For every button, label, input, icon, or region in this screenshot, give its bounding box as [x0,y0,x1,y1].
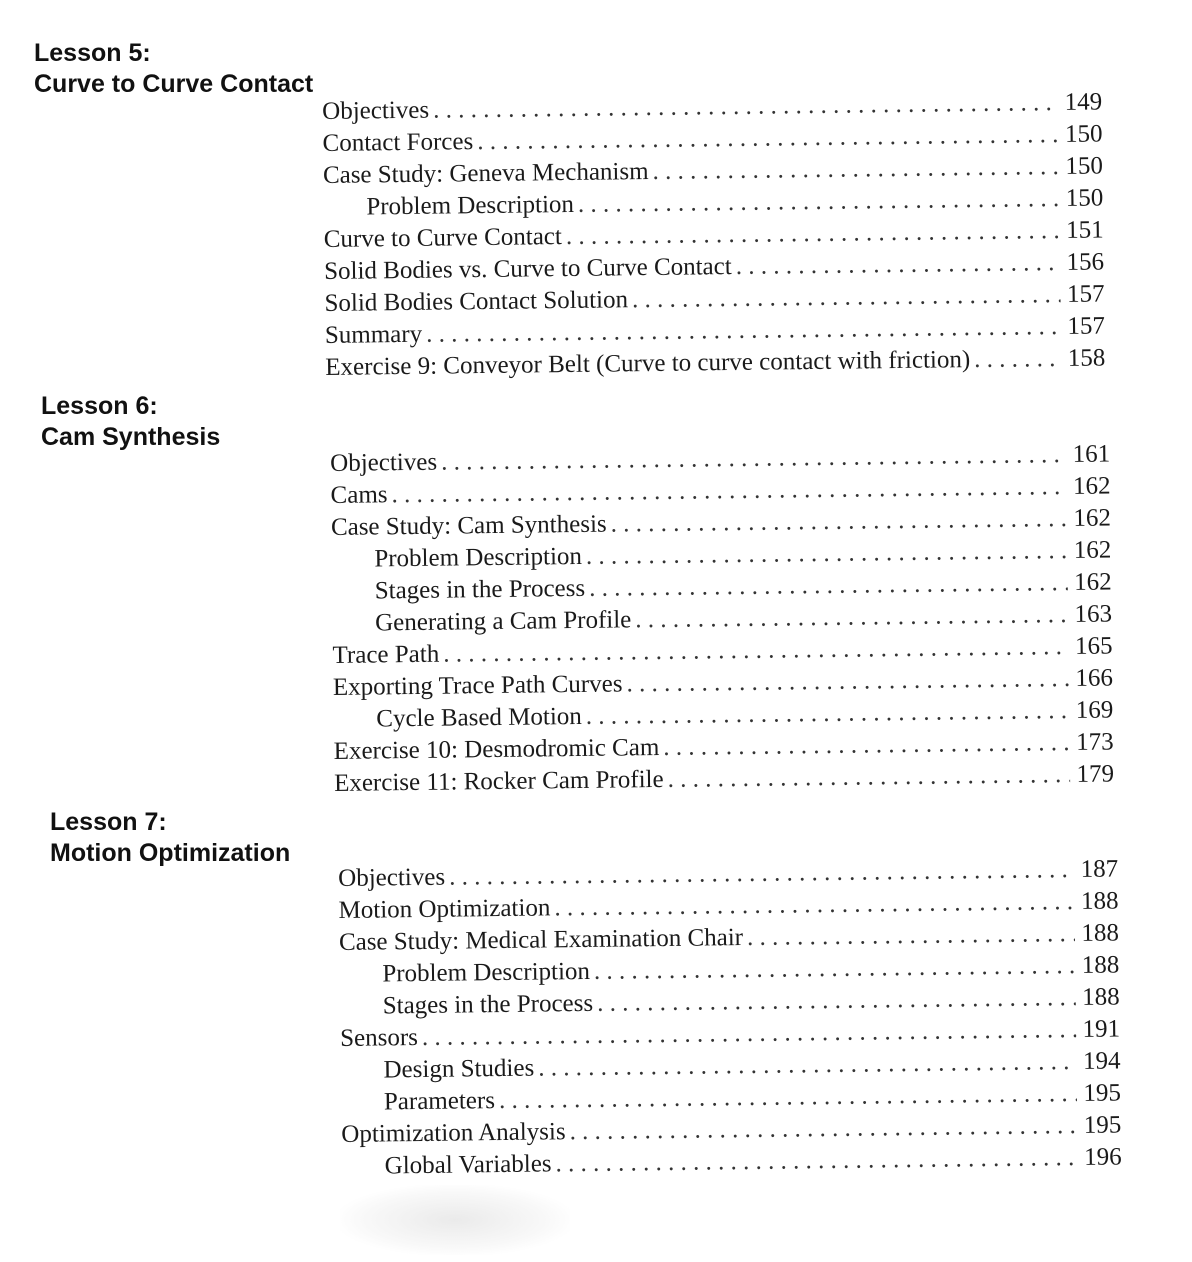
toc-entry-title: Case Study: Medical Examination Chair [338,924,744,956]
toc-entry-title: Cycle Based Motion [376,702,582,733]
toc-entry-title: Solid Bodies Contact Solution [324,286,629,317]
toc-entry-page-number: 165 [1074,632,1113,660]
lesson-heading [50,807,290,869]
toc-entry-page-number: 162 [1074,568,1112,596]
lesson-number: Lesson 7: [50,808,167,836]
toc-entry-title: Case Study: Geneva Mechanism [322,158,649,189]
toc-entry-page-number: 169 [1075,696,1114,724]
dot-leader [555,1142,1077,1180]
dot-leader [747,918,1075,954]
toc-entry-title: Case Study: Cam Synthesis [330,510,607,541]
toc-entry-title: Motion Optimization [338,894,551,924]
toc-entry-title: Summary [324,320,423,349]
dot-leader [635,599,1068,636]
toc-entry-page-number: 194 [1082,1047,1121,1075]
toc-entry-page-number: 162 [1073,536,1112,564]
lesson-title: Curve to Curve Contact [34,70,314,98]
toc-entries [330,438,1114,800]
toc-entry-page-number: 150 [1064,120,1103,148]
toc-entry-page-number: 157 [1067,312,1106,340]
toc-entry-page-number: 162 [1073,504,1112,532]
dot-leader [736,247,1061,283]
toc-entry-title: Exercise 11: Rocker Cam Profile [333,765,664,797]
dot-leader [663,727,1070,764]
toc-entry-title: Trace Path [332,640,440,669]
toc-entry-title: Objectives [322,96,430,125]
lesson-heading [41,391,220,453]
toc-entry-page-number: 195 [1083,1111,1122,1139]
lesson-title: Cam Synthesis [41,423,221,451]
toc-entry-title: Design Studies [383,1054,535,1084]
toc-entry-title: Parameters [383,1087,496,1116]
toc-entry-page-number: 188 [1081,951,1120,979]
toc-entry-page-number: 151 [1066,216,1104,244]
toc-entry-title: Problem Description [374,542,583,573]
dot-leader [974,343,1061,376]
toc-entry-page-number: 149 [1064,88,1103,116]
lesson-number: Lesson 6: [41,392,158,420]
toc-entry-title: Solid Bodies vs. Curve to Curve Contact [323,253,732,285]
toc-entry-page-number: 166 [1075,664,1114,692]
lesson-number: Lesson 5: [34,39,151,67]
dot-leader [652,151,1059,188]
toc-entry-page-number: 156 [1066,248,1105,276]
toc-entry-page-number: 158 [1067,344,1106,372]
toc-entry-page-number: 196 [1083,1143,1122,1171]
toc-entry-title: Objectives [338,863,446,892]
toc-entry-title: Problem Description [366,190,575,221]
toc-entry-title: Stages in the Process [374,574,586,605]
toc-entry-page-number: 150 [1065,152,1104,180]
toc-entry-page-number: 195 [1083,1079,1122,1107]
dot-leader [632,279,1061,316]
toc-entry-page-number: 162 [1072,472,1111,500]
toc-entry-title: Sensors [339,1024,419,1052]
toc-entry-title: Exercise 10: Desmodromic Cam [333,734,660,765]
toc-entry-page-number: 161 [1072,440,1111,468]
toc-entry-page-number: 157 [1066,280,1105,308]
toc-entry-title: Global Variables [384,1150,552,1180]
toc-entry-title: Generating a Cam Profile [374,606,632,637]
toc-entries [338,853,1122,1183]
dot-leader [667,759,1070,796]
lesson-title: Motion Optimization [50,839,291,867]
toc-entry-title: Optimization Analysis [341,1118,566,1148]
toc-entry-page-number: 173 [1075,728,1114,756]
toc-entry-page-number: 187 [1080,855,1119,883]
toc-entry-page-number: 188 [1080,887,1119,915]
lesson-heading [34,38,313,100]
toc-entry-title: Exporting Trace Path Curves [332,670,623,701]
dot-leader [626,663,1069,700]
toc-entry-title: Stages in the Process [382,989,594,1020]
toc-entry-title: Curve to Curve Contact [323,223,563,253]
toc-entry-title: Objectives [330,448,438,477]
toc-entry-page-number: 150 [1065,184,1104,212]
scan-smudge [340,1185,570,1255]
toc-entry-title: Cams [330,481,388,509]
toc-entry-page-number: 191 [1082,1015,1121,1043]
toc-entry-page-number: 179 [1076,760,1115,788]
toc-entry-title: Exercise 9: Conveyor Belt (Curve to curve contact with friction) [325,346,971,381]
toc-entry-page-number: 163 [1074,600,1113,628]
toc-entries [322,86,1105,384]
toc-entry-page-number: 188 [1082,983,1120,1011]
toc-entry-page-number: 188 [1081,919,1120,947]
toc-entry-title: Problem Description [382,957,591,988]
toc-entry-title: Contact Forces [322,128,474,157]
